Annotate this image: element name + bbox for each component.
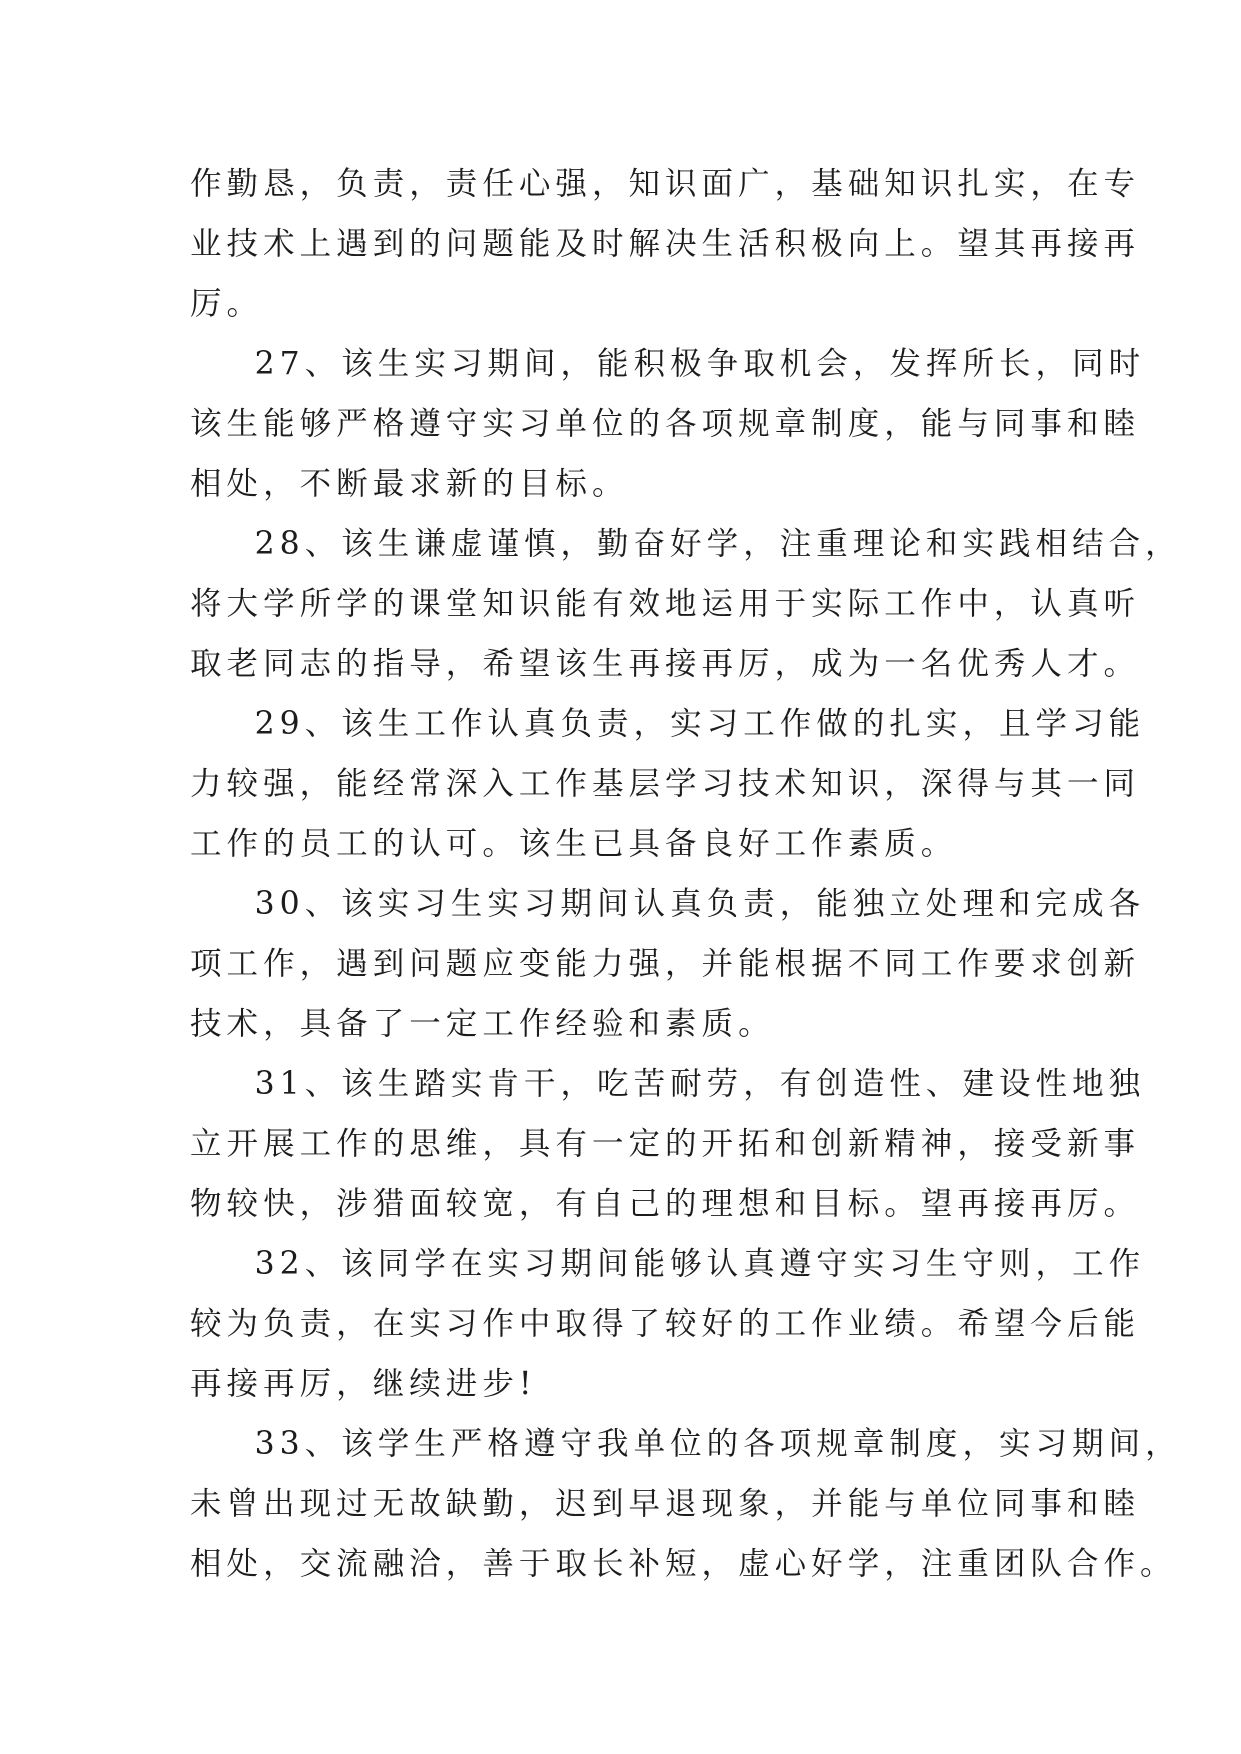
text-line: 相处，不断最求新的目标。 (190, 466, 629, 502)
text-line: 27、该生实习期间，能积极争取机会，发挥所长，同时 (254, 346, 1146, 382)
text-line: 作勤恳，负责，责任心强，知识面广，基础知识扎实，在专 (190, 166, 1141, 202)
text-line: 力较强，能经常深入工作基层学习技术知识，深得与其一同 (190, 766, 1141, 802)
text-line: 较为负责，在实习作中取得了较好的工作业绩。希望今后能 (190, 1306, 1141, 1342)
text-line: 物较快，涉猎面较宽，有自己的理想和目标。望再接再厉。 (190, 1186, 1141, 1222)
text-line: 29、该生工作认真负责，实习工作做的扎实，且学习能 (254, 706, 1146, 742)
paragraph-27 (190, 334, 1146, 514)
text-line: 工作的员工的认可。该生已具备良好工作素质。 (190, 826, 958, 862)
paragraph-29 (190, 694, 1146, 874)
text-line: 该生能够严格遵守实习单位的各项规章制度，能与同事和睦 (190, 406, 1141, 442)
paragraph-32 (190, 1234, 1146, 1414)
paragraph-31 (190, 1054, 1146, 1234)
text-line: 将大学所学的课堂知识能有效地运用于实际工作中，认真听 (190, 586, 1141, 622)
text-line: 相处，交流融洽，善于取长补短，虚心好学，注重团队合作。 (190, 1546, 1177, 1582)
text-line: 业技术上遇到的问题能及时解决生活积极向上。望其再接再 (190, 226, 1141, 262)
paragraph-30 (190, 874, 1146, 1054)
paragraph-33 (190, 1414, 1182, 1594)
text-line: 31、该生踏实肯干，吃苦耐劳，有创造性、建设性地独 (254, 1066, 1146, 1102)
text-line: 立开展工作的思维，具有一定的开拓和创新精神，接受新事 (190, 1126, 1141, 1162)
paragraph-26-continued (190, 154, 1141, 334)
text-line: 项工作，遇到问题应变能力强，并能根据不同工作要求创新 (190, 946, 1141, 982)
text-line: 32、该同学在实习期间能够认真遵守实习生守则，工作 (254, 1246, 1146, 1282)
document-body (190, 154, 1182, 1594)
text-line: 技术，具备了一定工作经验和素质。 (190, 1006, 775, 1042)
text-line: 再接再厉，继续进步! (190, 1366, 537, 1402)
text-line: 33、该学生严格遵守我单位的各项规章制度，实习期间， (254, 1426, 1182, 1462)
text-line: 未曾出现过无故缺勤，迟到早退现象，并能与单位同事和睦 (190, 1486, 1141, 1522)
text-line: 28、该生谦虚谨慎，勤奋好学，注重理论和实践相结合， (254, 526, 1182, 562)
text-line: 30、该实习生实习期间认真负责，能独立处理和完成各 (254, 886, 1146, 922)
text-line: 厉。 (190, 286, 264, 322)
paragraph-28 (190, 514, 1182, 694)
text-line: 取老同志的指导，希望该生再接再厉，成为一名优秀人才。 (190, 646, 1141, 682)
